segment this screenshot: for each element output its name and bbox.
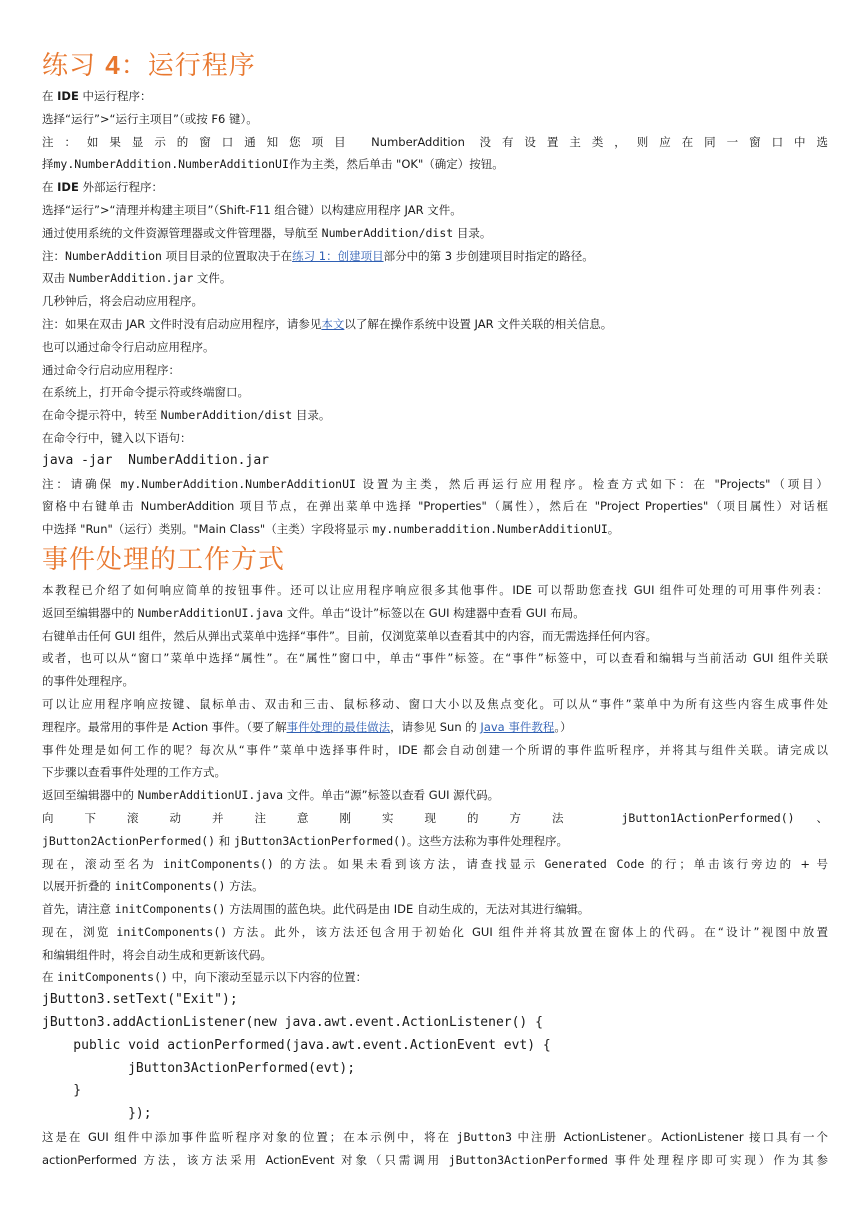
paragraph: 和编辑组件时，将会自动生成和更新该代码。 — [42, 947, 272, 962]
spaced-text: 向下滚动并注意刚实现的方法 — [42, 810, 595, 825]
paragraph — [42, 807, 828, 830]
paragraph: 在命令行中，键入以下语句： — [42, 430, 192, 445]
paragraph: 本教程已介绍了如何响应简单的按钮事件。还可以让应用程序响应很多其他事件。IDE 可以帮助您查找 GUI 组件可处理的可用事件列表： — [42, 582, 828, 597]
paragraph: 窗格中右键单击 NumberAddition 项目节点，在弹出菜单中选择 "Properties"（属性），然后在 "Project Properties"（项目属性）对话框 — [42, 499, 828, 514]
paragraph: 选择“运行”>“清理并构建主项目”（Shift-F11 组合键）以构建应用程序 JAR 文件。 — [42, 202, 462, 217]
paragraph: 返回至编辑器中的 NumberAdditionUI.java 文件。单击“设计”标签以在 GUI 构建器中查看 GUI 布局。 — [42, 605, 585, 620]
code-line: jButton3.addActionListener(new java.awt.event.ActionListener() { — [42, 1015, 543, 1031]
paragraph: actionPerformed 方法，该方法采用 ActionEvent 对象（只需调用 jButton3ActionPerformed 事件处理程序即可实现）作为其参 — [42, 1152, 828, 1167]
paragraph: 在 IDE 中运行程序： — [42, 89, 152, 103]
method-name: jButton1ActionPerformed() 、 — [621, 810, 828, 825]
link-this-article[interactable]: 本文 — [321, 316, 345, 331]
paragraph: 这是在 GUI 组件中添加事件监听程序对象的位置；在本示例中，将在 jButton3 中注册 ActionListener。ActionListener 接口具有一个 — [42, 1130, 828, 1145]
paragraph: 中选择 "Run"（运行）类别。"Main Class"（主类）字段将显示 my.numberaddition.NumberAdditionUI。 — [42, 522, 620, 537]
paragraph: 现在，浏览 initComponents() 方法。此外，该方法还包含用于初始化 GUI 组件并将其放置在窗体上的代码。在“设计”视图中放置 — [42, 924, 828, 939]
code-line: }); — [42, 1106, 152, 1122]
title-number: 4 — [105, 50, 121, 80]
paragraph: 在命令提示符中，转至 NumberAddition/dist 目录。 — [42, 408, 331, 423]
paragraph: 注：NumberAddition 项目目录的位置取决于在练习 1：创建项目部分中的第 3 步创建项目时指定的路径。 — [42, 248, 594, 263]
paragraph: 或者，也可以从“窗口”菜单中选择“属性”。在“属性”窗口中，单击“事件”标签。在“事件”标签中，可以查看和编辑与当前活动 GUI 组件关联 — [42, 651, 828, 666]
paragraph: 在系统上，打开命令提示符或终端窗口。 — [42, 385, 249, 400]
link-event-best-practices[interactable]: 事件处理的最佳做法 — [286, 719, 391, 734]
paragraph: 几秒钟后，将会启动应用程序。 — [42, 294, 203, 309]
paragraph: 在 initComponents() 中，向下滚动至显示以下内容的位置： — [42, 970, 368, 985]
paragraph: 的事件处理程序。 — [42, 674, 134, 689]
paragraph: 可以让应用程序响应按键、鼠标单击、双击和三击、鼠标移动、窗口大小以及焦点变化。可以从“事件”菜单中为所有这些内容生成事件处 — [42, 696, 828, 711]
paragraph: jButton2ActionPerformed() 和 jButton3ActionPerformed()。这些方法称为事件处理程序。 — [42, 833, 568, 848]
paragraph: 通过命令行启动应用程序： — [42, 362, 180, 377]
title-suffix: ：运行程序 — [120, 51, 256, 81]
paragraph: 在 IDE 外部运行程序： — [42, 180, 163, 195]
paragraph: 首先，请注意 initComponents() 方法周围的蓝色块。此代码是由 IDE 自动生成的，无法对其进行编辑。 — [42, 902, 590, 917]
paragraph: 下步骤以查看事件处理的工作方式。 — [42, 765, 226, 780]
paragraph: 注：如果在双击 JAR 文件时没有启动应用程序，请参见本文以了解在操作系统中设置 JAR 文件关联的相关信息。 — [42, 316, 613, 331]
paragraph: 双击 NumberAddition.jar 文件。 — [42, 271, 232, 286]
paragraph: 择my.NumberAddition.NumberAdditionUI作为主类，然后单击 "OK"（确定）按钮。 — [42, 157, 504, 172]
code-line: public void actionPerformed(java.awt.event.ActionEvent evt) { — [42, 1037, 551, 1053]
paragraph: 也可以通过命令行启动应用程序。 — [42, 339, 215, 354]
paragraph: 通过使用系统的文件资源管理器或文件管理器，导航至 NumberAddition/dist 目录。 — [42, 225, 492, 240]
paragraph: 以展开折叠的 initComponents() 方法。 — [42, 879, 264, 894]
paragraph: 理程序。最常用的事件是 Action 事件。（要了解事件处理的最佳做法，请参见 Sun 的 Java 事件教程。） — [42, 719, 572, 734]
link-exercise-1[interactable]: 练习 1：创建项目 — [292, 248, 384, 263]
code-line: jButton3ActionPerformed(evt); — [42, 1060, 356, 1076]
code-line: jButton3.setText("Exit"); — [42, 992, 238, 1008]
paragraph: 注：如果显示的窗口通知您项目 NumberAddition 没有设置主类，则应在同一窗口中选 — [42, 134, 828, 149]
paragraph: 右键单击任何 GUI 组件，然后从弹出式菜单中选择“事件”。目前，仅浏览菜单以查看其中的内容，而无需选择任何内容。 — [42, 628, 657, 643]
section-title-run-program — [42, 46, 828, 85]
paragraph: 事件处理是如何工作的呢？每次从“事件”菜单中选择事件时，IDE 都会自动创建一个所谓的事件监听程序，并将其与组件关联。请完成以 — [42, 742, 828, 757]
document-page — [42, 46, 828, 1172]
link-java-event-tutorial[interactable]: Java 事件教程 — [480, 719, 555, 734]
title-prefix: 练习 — [42, 51, 106, 81]
code-line: java -jar NumberAddition.jar — [42, 452, 269, 468]
code-line: } — [42, 1083, 82, 1099]
paragraph: 返回至编辑器中的 NumberAdditionUI.java 文件。单击“源”标签以查看 GUI 源代码。 — [42, 788, 500, 803]
paragraph: 现在，滚动至名为 initComponents() 的方法。如果未看到该方法，请查找显示 Generated Code 的行；单击该行旁边的 + 号 — [42, 856, 828, 871]
paragraph: 注：请确保 my.NumberAddition.NumberAdditionUI 设置为主类，然后再运行应用程序。检查方式如下：在 "Projects"（项目） — [42, 476, 828, 491]
section-title-event-handling: 事件处理的工作方式 — [42, 544, 286, 575]
paragraph: 选择“运行”>“运行主项目”（或按 F6 键）。 — [42, 111, 258, 126]
